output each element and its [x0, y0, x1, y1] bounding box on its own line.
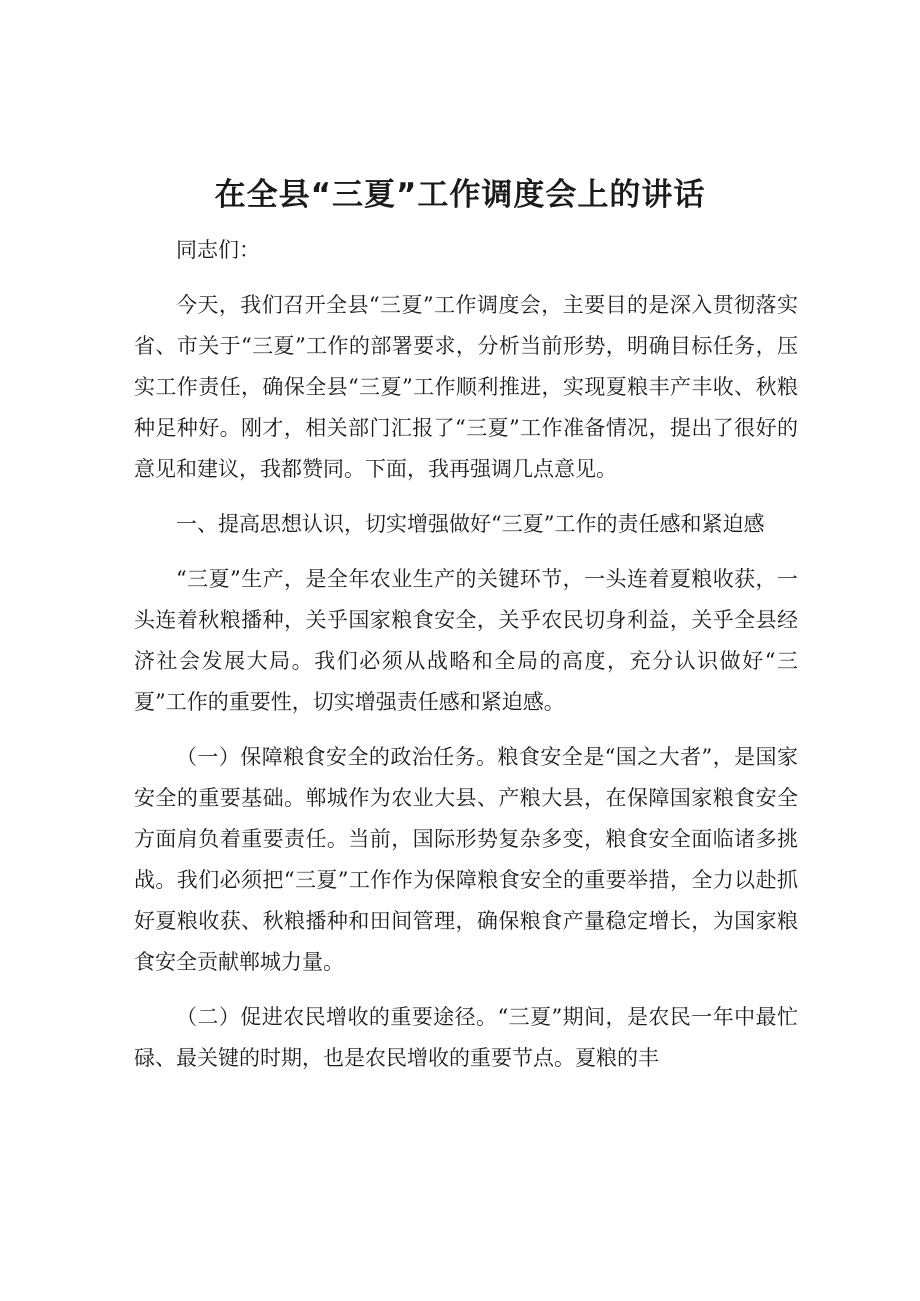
paragraph-section-1-intro: “三夏”生产，是全年农业生产的关键环节，一头连着夏粮收获，一头连着秋粮播种，关乎国家粮食安全，关乎农民切身利益，关乎全县经济社会发展大局。我们必须从战略和全局的高度，充分认识做好“三夏”工作的重要性，切实增强责任感和紧迫感。: [134, 567, 798, 714]
paragraph-subsection-2: （二）促进农民增收的重要途径。“三夏”期间，是农民一年中最忙碌、最关键的时期，也是农民增收的重要节点。夏粮的丰: [134, 1005, 798, 1070]
paragraph-opening: 今天，我们召开全县“三夏”工作调度会，主要目的是深入贯彻落实省、市关于“三夏”工作的部署要求，分析当前形势，明确目标任务，压实工作责任，确保全县“三夏”工作顺利推进，实现夏粮丰产丰收、秋粮种足种好。刚才，相关部门汇报了“三夏”工作准备情况，提出了很好的意见和建议，我都赞同。下面，我再强调几点意见。: [134, 293, 798, 481]
document-body: [134, 230, 798, 1079]
paragraph-subsection-1: （一）保障粮食安全的政治任务。粮食安全是“国之大者”，是国家安全的重要基础。郸城作为农业大县、产粮大县，在保障国家粮食安全方面肩负着重要责任。当前，国际形势复杂多变，粮食安全面临诸多挑战。我们必须把“三夏”工作作为保障粮食安全的重要举措，全力以赴抓好夏粮收获、秋粮播种和田间管理，确保粮食产量稳定增长，为国家粮食安全贡献郸城力量。: [134, 745, 798, 974]
document-title: 在全县“三夏”工作调度会上的讲话: [214, 177, 706, 213]
section-heading-1: 一、提高思想认识，切实增强做好“三夏”工作的责任感和紧迫感: [176, 512, 765, 536]
salutation: 同志们：: [176, 238, 260, 262]
